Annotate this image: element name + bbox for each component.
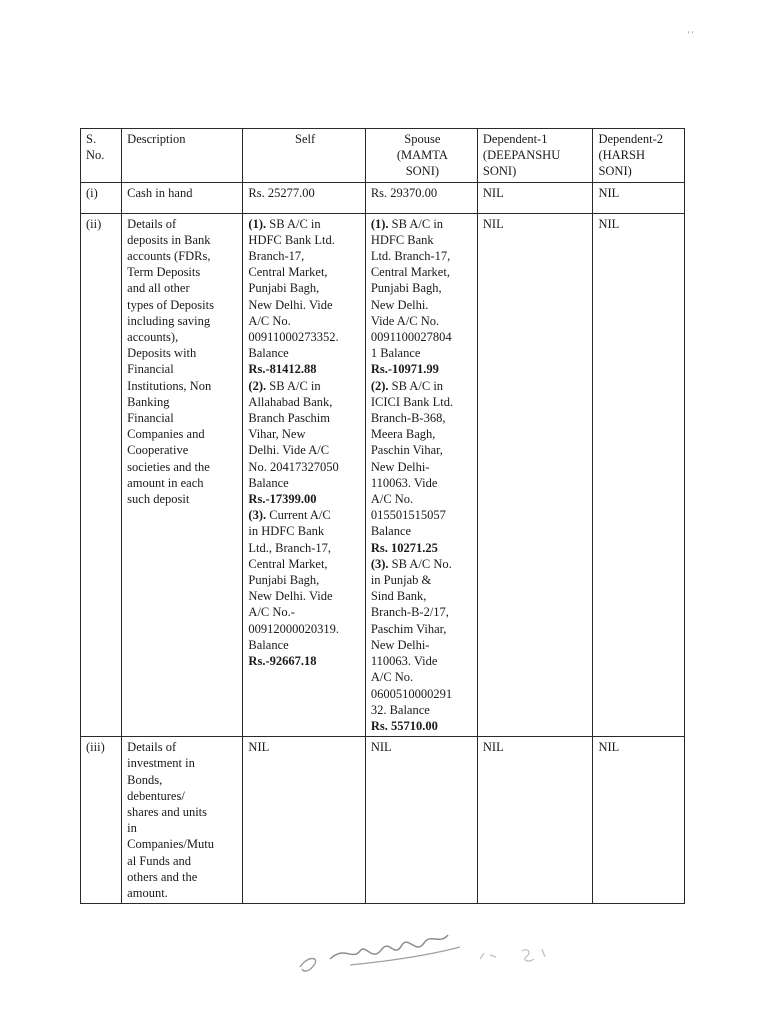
entry-number: (3). xyxy=(370,556,389,571)
entry-details: SB A/C in ICICI Bank Ltd. Branch-B-368, Meera Bagh, Paschin Vihar, New Delhi- 110063. Vide A/C No. 015501515057 Balance xyxy=(370,378,454,539)
entry-number: (3). xyxy=(248,508,267,523)
entry-balance: Rs.-81412.88 xyxy=(248,362,317,377)
header-self: Self xyxy=(243,129,365,183)
page-corner-mark: ' ' xyxy=(688,30,694,40)
dep2-deposits-value: NIL xyxy=(593,213,685,737)
header-dependent-1: Dependent-1 (DEEPANSHU SONI) xyxy=(477,129,593,183)
deposit-entry xyxy=(371,556,474,734)
entry-details: Current A/C in HDFC Bank Ltd., Branch-17, Central Market, Punjabi Bagh, New Delhi. Vide A/C No.- 00912000020319. Balance xyxy=(248,508,340,652)
assets-declaration-table xyxy=(80,128,685,904)
spouse-deposits-cell xyxy=(365,213,477,737)
entry-balance: Rs.-17399.00 xyxy=(248,492,317,507)
table-row xyxy=(81,213,685,737)
entry-balance: Rs.-92667.18 xyxy=(248,654,317,669)
table-row xyxy=(81,737,685,904)
entry-details: SB A/C in HDFC Bank Ltd. Branch-17, Central Market, Punjabi Bagh, New Delhi. Vide A/C No. 0091100027804 1 Balance xyxy=(370,216,452,361)
deposit-entry xyxy=(248,216,361,378)
entry-details: SB A/C No. in Punjab & Sind Bank, Branch-B-2/17, Paschim Vihar, New Delhi- 110063. Vide A/C No. 0600510000291 32. Balance xyxy=(370,556,453,717)
dep2-cash-value: NIL xyxy=(593,182,685,213)
entry-number: (1). xyxy=(248,216,267,231)
self-cash-value: Rs. 25277.00 xyxy=(243,182,365,213)
table-row xyxy=(81,182,685,213)
entry-balance: Rs.-10971.99 xyxy=(370,362,439,377)
entry-balance: Rs. 10271.25 xyxy=(370,540,438,555)
spouse-investment-value: NIL xyxy=(365,737,477,904)
row-sno: (iii) xyxy=(81,737,122,904)
dep1-deposits-value: NIL xyxy=(477,213,593,737)
header-dependent-2: Dependent-2 (HARSH SONI) xyxy=(593,129,685,183)
dep1-cash-value: NIL xyxy=(477,182,593,213)
deposit-entry xyxy=(248,507,361,669)
entry-details: SB A/C in Allahabad Bank, Branch Paschim Vihar, New Delhi. Vide A/C No. 20417327050 Balance xyxy=(248,378,339,490)
deposit-entry xyxy=(371,216,474,378)
spouse-cash-value: Rs. 29370.00 xyxy=(365,182,477,213)
self-deposits-cell xyxy=(243,213,365,737)
row-description: Details of investment in Bonds, debentures/ shares and units in Companies/Mutu al Funds and others and the amount. xyxy=(122,737,243,904)
entry-number: (2). xyxy=(370,378,389,393)
header-description: Description xyxy=(122,129,243,183)
row-sno: (i) xyxy=(81,182,122,213)
dep1-investment-value: NIL xyxy=(477,737,593,904)
row-description: Cash in hand xyxy=(122,182,243,213)
entry-details: SB A/C in HDFC Bank Ltd. Branch-17, Central Market, Punjabi Bagh, New Delhi. Vide A/C No. 00911000273352. Balance xyxy=(248,216,339,361)
entry-balance: Rs. 55710.00 xyxy=(370,718,438,733)
handwritten-signature xyxy=(290,915,590,985)
deposit-entry xyxy=(371,378,474,556)
table-header-row xyxy=(81,129,685,183)
row-description: Details of deposits in Bank accounts (FDRs, Term Deposits and all other types of Deposits including saving accounts), Deposits with Financial Institutions, Non Banking Financial Companies and Cooperative societies and the amount in each such deposit xyxy=(122,213,243,737)
self-investment-value: NIL xyxy=(243,737,365,904)
header-sno: S. No. xyxy=(81,129,122,183)
deposit-entry xyxy=(248,378,361,508)
header-spouse: Spouse (MAMTA SONI) xyxy=(365,129,477,183)
entry-number: (2). xyxy=(248,378,267,393)
row-sno: (ii) xyxy=(81,213,122,737)
dep2-investment-value: NIL xyxy=(593,737,685,904)
entry-number: (1). xyxy=(370,216,389,231)
